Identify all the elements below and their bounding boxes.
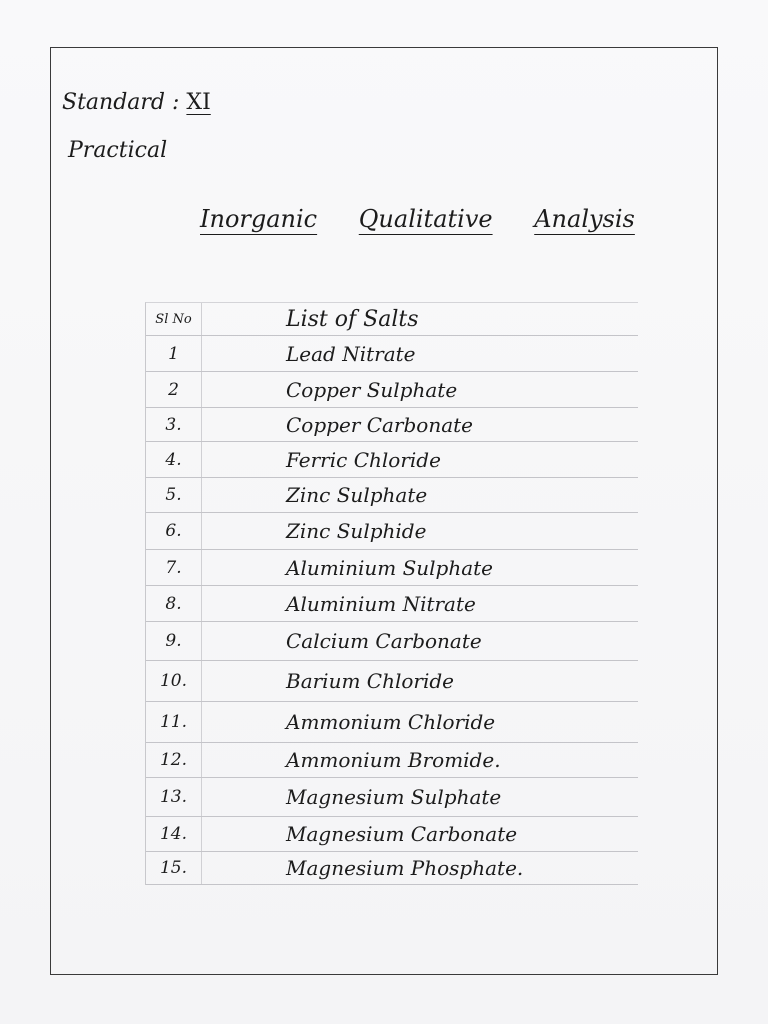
salt-name: Magnesium Phosphate.	[286, 856, 524, 880]
row-number: 10.	[146, 661, 202, 701]
row-number: 8.	[146, 586, 202, 621]
table-row	[146, 513, 638, 550]
table-row	[146, 817, 638, 852]
row-number: 5.	[146, 478, 202, 512]
salt-name: Aluminium Nitrate	[286, 591, 476, 616]
title-word-1: Inorganic	[200, 205, 318, 233]
row-number: 12.	[146, 743, 202, 777]
table-row	[146, 478, 638, 513]
page-title	[200, 205, 660, 233]
practical-label: Practical	[68, 138, 168, 163]
row-number: 11.	[146, 702, 202, 742]
title-word-2: Qualitative	[358, 205, 493, 233]
table-row	[146, 586, 638, 622]
table-header-row	[146, 303, 638, 336]
table-row	[146, 408, 638, 442]
salt-name: Zinc Sulphide	[286, 519, 427, 543]
salt-name: Aluminium Sulphate	[286, 555, 494, 580]
salt-name: Ammonium Chloride	[286, 710, 496, 734]
salt-name: Ferric Chloride	[286, 447, 441, 472]
row-number: 6.	[146, 513, 202, 549]
salts-table	[145, 302, 638, 885]
title-word-3: Analysis	[534, 205, 635, 233]
table-body	[146, 336, 638, 885]
salt-name: Magnesium Carbonate	[286, 822, 518, 846]
table-row	[146, 778, 638, 817]
table-row	[146, 372, 638, 408]
table-row	[146, 622, 638, 661]
row-number: 13.	[146, 778, 202, 816]
standard-label: Standard :	[62, 90, 180, 115]
salt-name: Barium Chloride	[286, 669, 454, 693]
table-row	[146, 442, 638, 478]
row-number: 2	[146, 372, 202, 407]
row-number: 7.	[146, 550, 202, 585]
row-number: 4.	[146, 442, 202, 477]
salt-name: Magnesium Sulphate	[286, 785, 502, 809]
table-row	[146, 336, 638, 372]
column-header-salts: List of Salts	[286, 306, 419, 332]
standard-line	[62, 90, 211, 115]
table-row	[146, 743, 638, 778]
table-row	[146, 550, 638, 586]
salt-name: Lead Nitrate	[286, 341, 416, 366]
row-number: 15.	[146, 852, 202, 884]
standard-value: XI	[186, 90, 211, 115]
salt-name: Calcium Carbonate	[286, 629, 482, 653]
salt-name: Zinc Sulphate	[286, 483, 428, 507]
salt-name: Copper Carbonate	[286, 412, 474, 437]
row-number: 1	[146, 336, 202, 371]
table-row	[146, 852, 638, 885]
table-row	[146, 661, 638, 702]
row-number: 14.	[146, 817, 202, 851]
row-number: 9.	[146, 622, 202, 660]
row-number: 3.	[146, 408, 202, 441]
salt-name: Ammonium Bromide.	[286, 748, 501, 772]
column-header-no: Sl No	[146, 303, 202, 335]
table-row	[146, 702, 638, 743]
salt-name: Copper Sulphate	[286, 377, 458, 402]
